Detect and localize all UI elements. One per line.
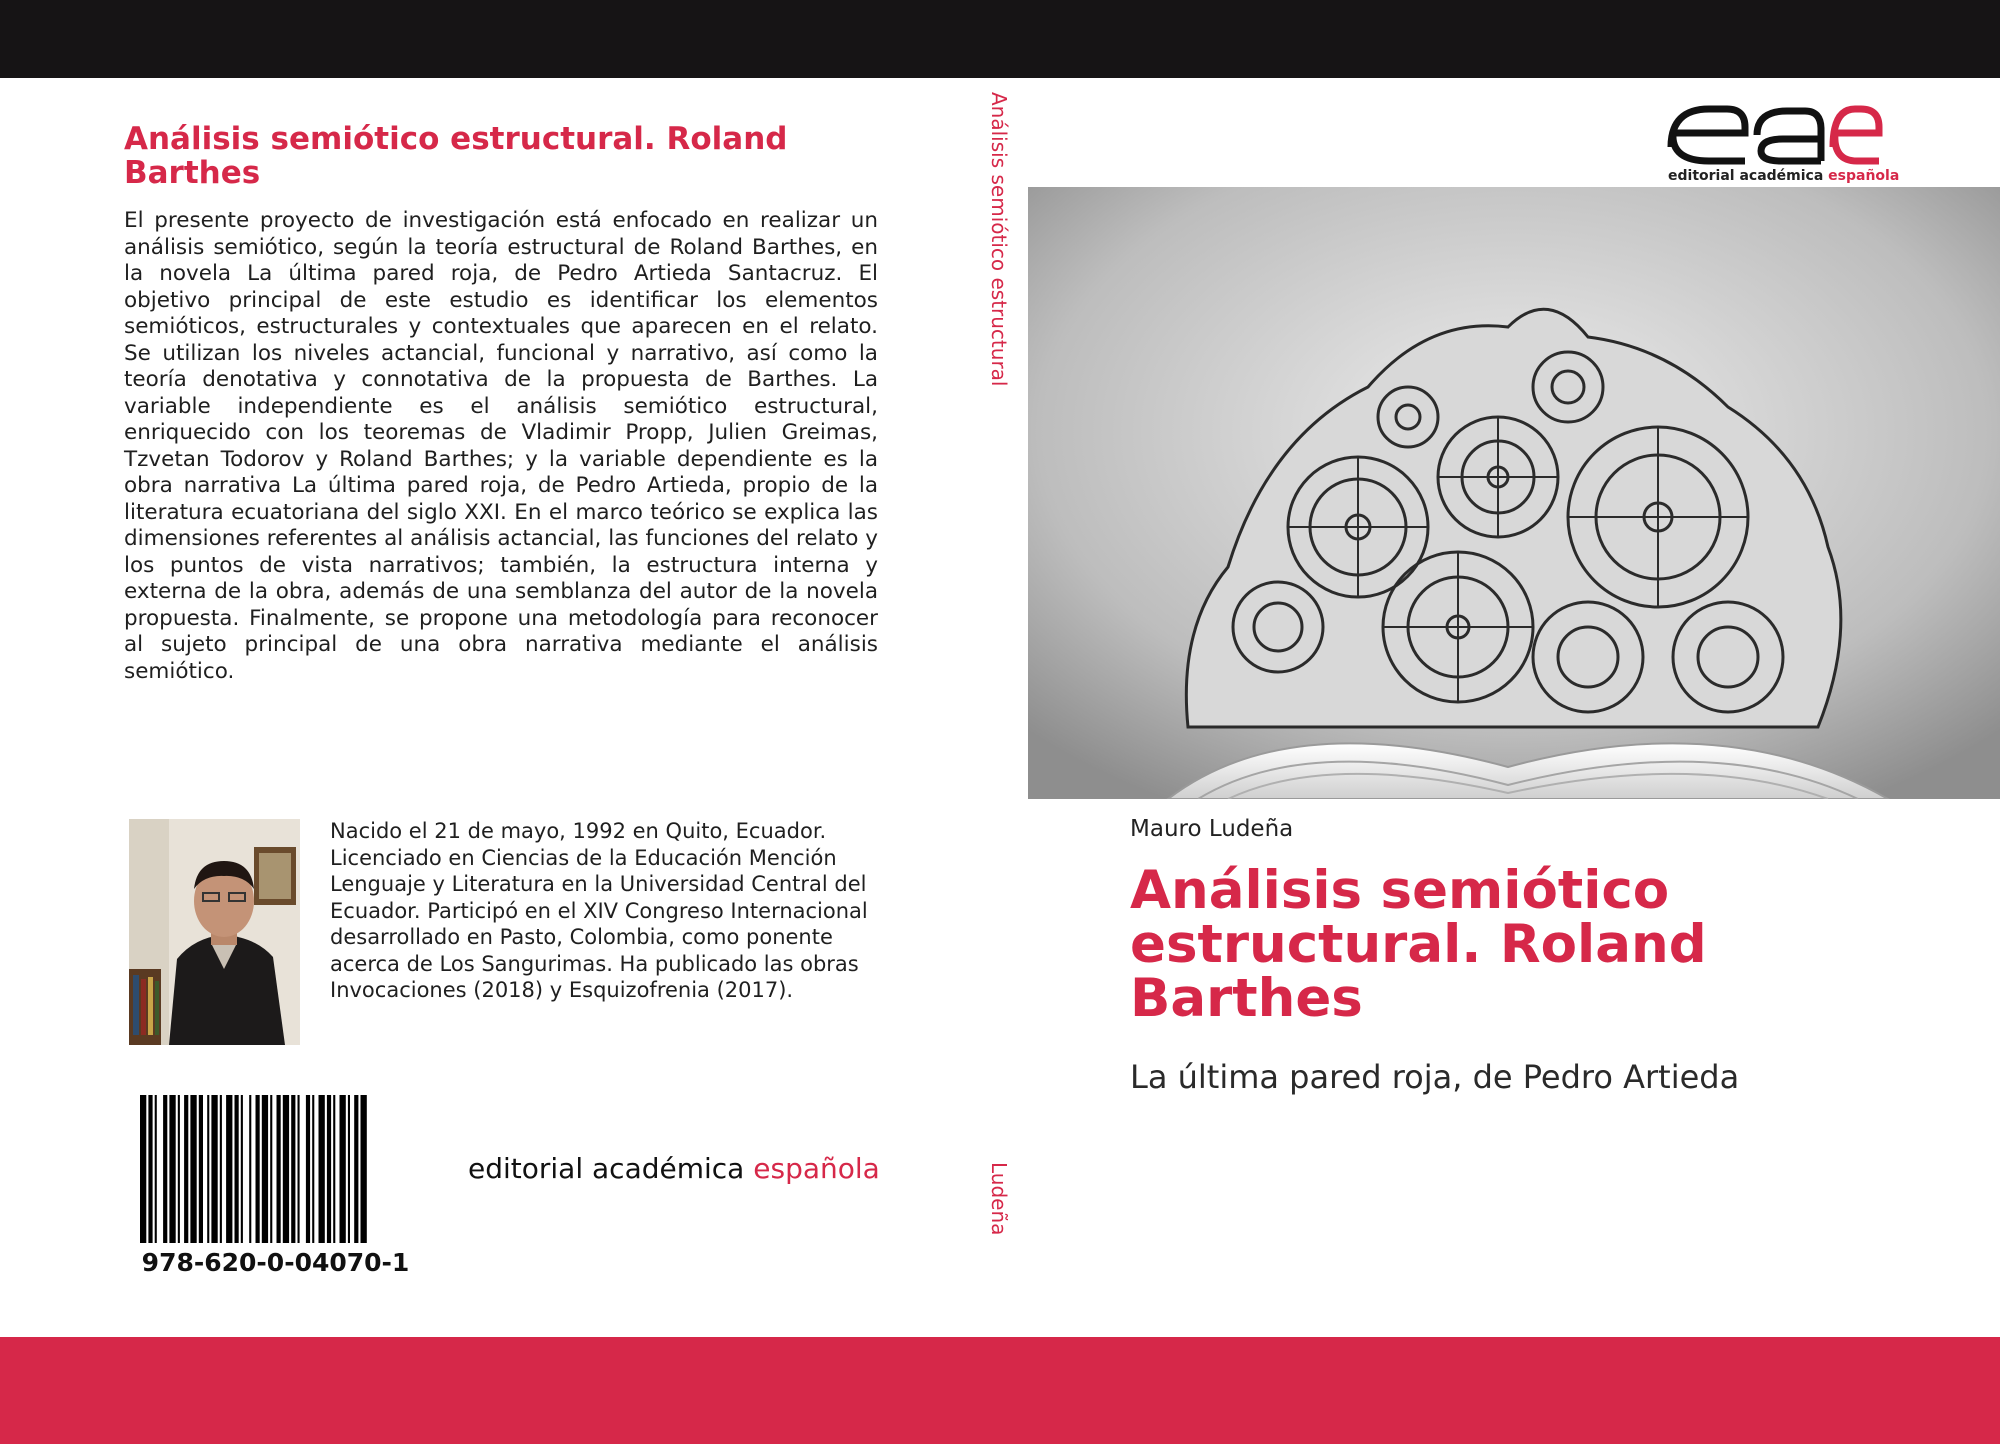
logo-caption [1668, 168, 1899, 184]
bottom-band [0, 1337, 2000, 1444]
top-band [0, 0, 2000, 78]
publisher-name-main: editorial académica [468, 1152, 754, 1185]
cover-illustration [1028, 187, 2000, 799]
spine-author: Ludeña [987, 1162, 1011, 1236]
front-author: Mauro Ludeña [1130, 816, 1294, 842]
front-title: Análisis semiótico estructural. Roland Barthes [1130, 860, 1707, 1029]
front-subtitle: La última pared roja, de Pedro Artieda [1130, 1058, 1740, 1096]
publisher-name-accent: española [753, 1152, 880, 1185]
author-bio: Nacido el 21 de mayo, 1992 en Quito, Ecuador. Licenciado en Ciencias de la Educación Mención Lenguaje y Literatura en la Universidad Central del Ecuador. Participó en el XIV Congreso Internacional desarrollado en Pasto, Colombia, como ponente acerca de Los Sangurimas. Ha publicado las obras Invocaciones (2018) y Esquizofrenia (2017). [330, 819, 868, 1002]
publisher-name-back [468, 1152, 880, 1185]
back-cover-blurb: El presente proyecto de investigación está enfocado en realizar un análisis semiótico, según la teoría estructural de Roland Barthes, en la novela La última pared roja, de Pedro Artieda Santacruz. El objetivo principal de este estudio es identificar los elementos semióticos, estructurales y contextuales que aparecen en el relato. Se utilizan los niveles actancial, funcional y narrativo, así como la teoría denotativa y connotativa de la propuesta de Barthes. La variable independiente es el análisis semiótico estructural, enriquecido con los teoremas de Vladimir Propp, Julien Greimas, Tzvetan Todorov y Roland Barthes; y la variable dependiente es la obra narrativa La última pared roja, de Pedro Artieda, propio de la literatura ecuatoriana del siglo XXI. En el marco teórico se explica las dimensiones referentes al análisis actancial, las funciones del relato y los puntos de vista narrativos; también, la estructura interna y externa de la obra, además de una semblanza del autor de la novela propuesta. Finalmente, se propone una metodología para reconocer al sujeto principal de una obra narrativa mediante el análisis semiótico. [124, 208, 878, 684]
back-cover-title: Análisis semiótico estructural. Roland Barthes [124, 121, 788, 191]
barcode-icon [138, 1095, 413, 1243]
isbn: 978-620-0-04070-1 [141, 1248, 410, 1277]
spine-title: Análisis semiótico estructural [987, 92, 1011, 387]
author-photo [129, 819, 300, 1045]
logo-caption-accent: española [1828, 168, 1900, 184]
logo-caption-main: editorial académica [1668, 168, 1829, 184]
